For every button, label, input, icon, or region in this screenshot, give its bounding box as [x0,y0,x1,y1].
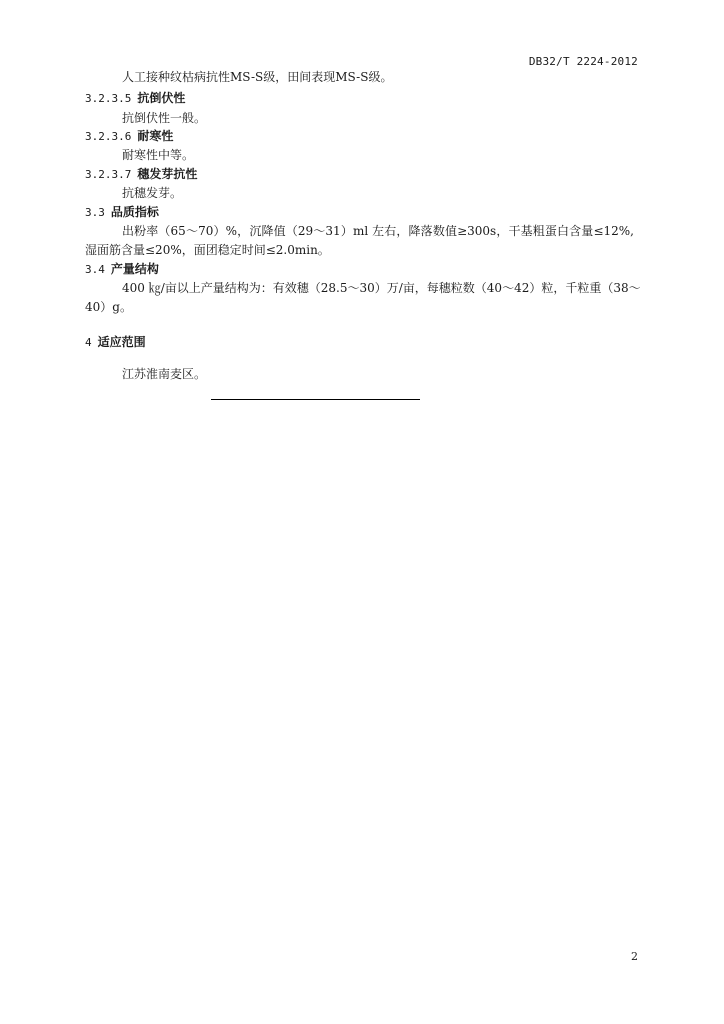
end-rule [211,399,420,400]
quality-index-line-1: 出粉率（65～70）%，沉降值（29～31）ml 左右，降落数值≥300s，干基粗蛋白含量≤12%, [122,224,634,238]
heading-3235 [85,91,185,106]
heading-title: 穗发芽抗性 [137,167,198,181]
heading-3237 [85,167,197,182]
cold-resistance-text: 耐寒性中等。 [122,148,195,162]
yield-structure-line-2: 40）g。 [85,300,132,314]
heading-33 [85,205,159,220]
heading-number: 3.2.3.5 [85,92,132,105]
sheath-blight-resistance-text: 人工接种纹枯病抗性MS-S级，田间表现MS-S级。 [122,70,393,84]
heading-title: 耐寒性 [137,129,174,143]
yield-structure-line-1: 400 ㎏/亩以上产量结构为：有效穗（28.5～30）万/亩，每穗粒数（40～42）粒，千粒重（38～ [122,281,641,295]
heading-number: 4 [85,336,92,349]
sprouting-resistance-text: 抗穗发芽。 [122,186,183,200]
quality-index-line-2: 湿面筋含量≤20%，面团稳定时间≤2.0min。 [85,243,330,257]
heading-title: 品质指标 [110,205,159,219]
heading-34 [85,262,159,277]
heading-number: 3.3 [85,206,105,219]
heading-title: 适应范围 [97,335,146,349]
document-code: DB32/T 2224-2012 [528,55,638,68]
adaptation-area-text: 江苏淮南麦区。 [122,367,207,381]
heading-title: 产量结构 [110,262,159,276]
heading-4 [85,335,146,350]
heading-number: 3.2.3.6 [85,130,132,143]
heading-number: 3.4 [85,263,105,276]
heading-3236 [85,129,173,144]
page-number: 2 [631,950,638,963]
lodging-resistance-text: 抗倒伏性一般。 [122,111,207,125]
heading-number: 3.2.3.7 [85,168,132,181]
heading-title: 抗倒伏性 [137,91,186,105]
